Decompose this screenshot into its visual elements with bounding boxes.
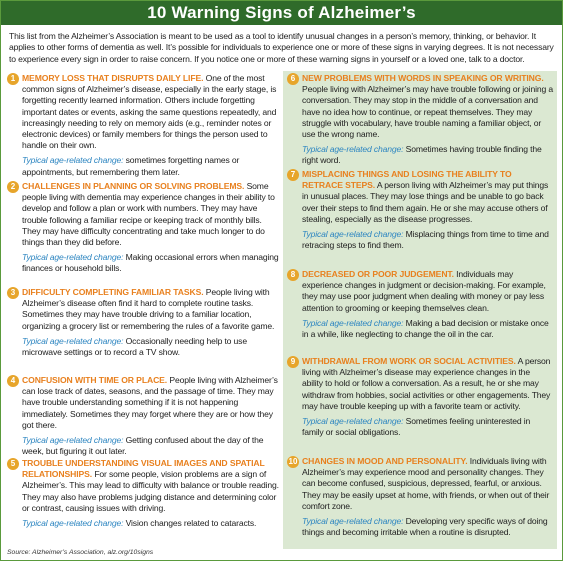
sign-number-badge: 8: [287, 269, 299, 281]
typical-text: Vision changes related to cataracts.: [125, 518, 257, 529]
sign-item-9: [287, 356, 553, 438]
typical-text: Misplacing things from time to time and retracing steps to find them.: [302, 229, 549, 251]
sign-item-3: [7, 287, 279, 358]
typical-text: Sometimes having trouble finding the right word.: [302, 144, 542, 166]
typical-text: Sometimes feeling uninterested in family or social obligations.: [302, 416, 531, 438]
sign-text: People living with Alzheimer’s can lose track of dates, seasons, and the passage of time. They may have trouble understanding something if it is not happening immediately. Sometimes they may forget where they are or how they got there.: [22, 375, 278, 430]
sign-number-badge: 6: [287, 73, 299, 85]
sign-heading: TROUBLE UNDERSTANDING VISUAL IMAGES AND SPATIAL RELATIONSHIPS.: [22, 458, 265, 480]
sign-heading: MISPLACING THINGS AND LOSING THE ABILITY TO RETRACE STEPS.: [302, 169, 512, 191]
typical-change: [22, 435, 279, 457]
sign-text: People living with Alzheimer’s disease often find it hard to complete routine tasks. Sometimes they may have trouble driving to a familiar location, organizing a grocery list or remembering the rules of a favorite game.: [22, 287, 275, 331]
typical-text: Making occasional errors when managing finances or household bills.: [22, 252, 279, 274]
sign-item-6: [287, 73, 553, 167]
sign-item-8: [287, 269, 553, 340]
typical-change: [302, 229, 553, 251]
typical-label: Typical age-related change:: [302, 229, 404, 240]
sign-number-badge: 5: [7, 458, 19, 470]
page-title: 10 Warning Signs of Alzheimer’s: [1, 1, 562, 25]
sign-heading: DECREASED OR POOR JUDGEMENT.: [302, 269, 454, 279]
sign-number-badge: 3: [7, 287, 19, 299]
typical-label: Typical age-related change:: [302, 317, 404, 328]
typical-change: [22, 252, 279, 274]
typical-label: Typical age-related change:: [22, 435, 124, 446]
sign-heading: NEW PROBLEMS WITH WORDS IN SPEAKING OR WRITING.: [302, 73, 544, 83]
sign-item-4: [7, 375, 279, 457]
sign-number-badge: 10: [288, 457, 298, 466]
typical-change: [22, 518, 279, 529]
typical-label: Typical age-related change:: [22, 155, 124, 166]
typical-text: Occasionally needing help to use microwave settings or to record a TV show.: [22, 335, 247, 358]
intro-paragraph: This list from the Alzheimer’s Association is meant to be used as a tool to identify unusual changes in a person’s memory, thinking, or behavior. It applies to other forms of dementia as well. It’s possible for individuals to experience one or more of these signs in varying degrees. It is not necessary to experience every sign in order to raise concern. If you notice one or more of these warning signs in yourself or a loved one, talk to a doctor.: [9, 31, 554, 64]
sign-heading: MEMORY LOSS THAT DISRUPTS DAILY LIFE.: [22, 73, 204, 83]
typical-change: [302, 318, 553, 340]
sign-item-2: [7, 181, 279, 275]
typical-label: Typical age-related change:: [302, 416, 404, 427]
signs-columns: [7, 73, 556, 556]
typical-label: Typical age-related change:: [22, 252, 124, 263]
typical-change: [22, 336, 279, 358]
sign-item-5: [7, 458, 279, 529]
sign-heading: CHALLENGES IN PLANNING OR SOLVING PROBLEMS.: [22, 181, 245, 191]
sign-number-badge: 9: [287, 356, 299, 368]
sign-number-badge: 2: [7, 181, 19, 193]
sign-heading: WITHDRAWAL FROM WORK OR SOCIAL ACTIVITIES.: [302, 356, 516, 366]
sign-text: A person living with Alzheimer’s disease may experience changes in the ability to hold or follow a conversation. As a result, he or she may withdraw from hobbies, social activities or other engagements. They may have trouble keeping up with a favorite team or activity.: [302, 356, 551, 411]
typical-text: sometimes forgetting names or appointments, but remembering them later.: [22, 155, 240, 177]
typical-text: Developing very specific ways of doing things and becoming irritable when a routine is disrupted.: [302, 516, 548, 538]
sign-heading: CHANGES IN MOOD AND PERSONALITY.: [302, 456, 468, 466]
typical-change: [302, 516, 553, 538]
sign-text: Individuals may experience changes in judgment or decision-making. For example, they may use poor judgment when dealing with money or pay less attention to grooming or keeping themselves clean.: [302, 269, 546, 313]
typical-text: Getting confused about the day of the week, but figuring it out later.: [22, 435, 264, 457]
sign-text: A person living with Alzheimer’s may put things in unusual places. They may lose things and be unable to go back over their steps to find them again. He or she may accuse others of stealing, especially as the disease progresses.: [302, 180, 549, 224]
typical-change: [302, 144, 553, 166]
sign-item-1: [7, 73, 279, 178]
sign-number-badge: 7: [287, 169, 299, 181]
typical-label: Typical age-related change:: [302, 516, 404, 527]
typical-change: [22, 155, 279, 177]
typical-change: [302, 416, 553, 438]
sign-heading: CONFUSION WITH TIME OR PLACE.: [22, 375, 168, 385]
sign-text: For some people, vision problems are a sign of Alzheimer’s. This may lead to difficulty with balance or trouble reading. They may also have problems judging distance and determining color or contrast, causing issues with driving.: [22, 469, 279, 513]
typical-text: Making a bad decision or mistake once in a while, like neglecting to change the oil in the car.: [302, 317, 549, 340]
sign-text: One of the most common signs of Alzheimer’s disease, especially in the early stage, is forgetting recently learned information. Others include forgetting important dates or events, asking the same questions repeatedly, and increasingly needing to rely on memory aids (e.g., reminder notes or electronic devices) or family members for things the person used to handle on their own.: [22, 73, 277, 151]
sign-text: Individuals living with Alzheimer’s may experience mood and personality changes. They can become confused, suspicious, depressed, fearful, or anxious. They may be easily upset at home, with friends, or when out of their comfort zone.: [302, 456, 550, 511]
sign-heading: DIFFICULTY COMPLETING FAMILIAR TASKS.: [22, 287, 204, 297]
sign-item-10: [287, 456, 553, 538]
sign-text: People living with Alzheimer’s may have trouble following or joining a conversation. They may stop in the middle of a conversation and have no idea how to continue, or repeat themselves. They may struggle with vocabulary, have trouble naming a familiar object, or use the wrong name.: [302, 84, 553, 140]
sign-text: Some people living with dementia may experience changes in their ability to develop and follow a plan or work with numbers. They may have trouble following a familiar recipe or keeping track of monthly bills. They may have difficulty concentrating and take much longer to do things than they did before.: [22, 181, 275, 248]
typical-label: Typical age-related change:: [22, 518, 124, 529]
sign-item-7: [287, 169, 553, 251]
sign-number-badge: 4: [7, 375, 19, 387]
source-citation: Source: Alzheimer’s Association, alz.org/10signs: [7, 549, 154, 556]
typical-label: Typical age-related change:: [22, 335, 124, 346]
sign-number-badge: 1: [7, 73, 19, 85]
typical-label: Typical age-related change:: [302, 144, 404, 155]
